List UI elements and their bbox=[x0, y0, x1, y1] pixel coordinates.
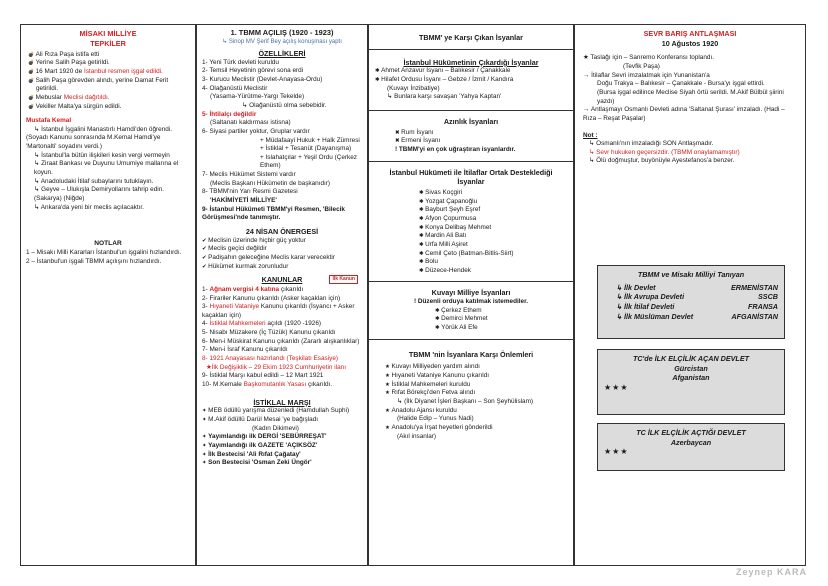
bullet-icon: ★ bbox=[385, 390, 392, 397]
marsi-list bbox=[202, 407, 362, 467]
sevr-item: (Tevfik Paşa) bbox=[623, 63, 660, 71]
tbmm-header-title: 1. TBMM AÇILIŞ (1920 - 1923) bbox=[230, 28, 334, 37]
sevr-item: → İtilaflar Sevri imzalatmak için Yunanistan'a bbox=[583, 71, 710, 79]
azinlik-text: ! TBMM'yi en çok uğraştıran isyanlardır. bbox=[395, 146, 516, 153]
ozellik-item: (Saltanatı kaldırması istisna) bbox=[210, 119, 291, 127]
column-tbmm-acilis bbox=[196, 24, 368, 566]
onlem-text: Anadolu Ajansı kuruldu bbox=[391, 406, 457, 414]
kanun-pre: 9- İstiklal Marşı kabul edildi – 12 Mart 1921 bbox=[202, 372, 324, 380]
reaction-text: Yerine Salih Paşa getirildi. bbox=[35, 59, 110, 67]
destek-item bbox=[419, 258, 567, 267]
kuvayi-item bbox=[435, 324, 567, 333]
destek-text: Mardin Ali Batı bbox=[425, 232, 467, 240]
kanun-highlight: Başkomutanlık Yasası bbox=[243, 380, 307, 388]
ozellik-item: 2- Temsil Heyetinin görevi sona erdi bbox=[202, 67, 304, 75]
sevr-item: Doğu Trakya – Balıkesir – Çanakkale - Bursa'yı işgal ettirdi. bbox=[597, 80, 765, 88]
mk-line: ↳ İstanbul İşgalini Manastırlı Hamdi'den öğrendi. bbox=[34, 125, 173, 133]
check-icon: ✔ bbox=[202, 254, 209, 261]
reaction-item bbox=[26, 77, 190, 94]
onlem-text: İstiklal Mahkemeleri kuruldu bbox=[391, 380, 471, 388]
bomb-icon: 💣 bbox=[28, 103, 36, 110]
kanun-item bbox=[202, 346, 362, 355]
reaction-item bbox=[26, 59, 190, 68]
kanun-item bbox=[202, 381, 362, 390]
ist-item bbox=[375, 93, 567, 102]
ist-title: İstanbul Hükümetinin Çıkardığı İsyanlar bbox=[403, 57, 539, 67]
destek-item bbox=[419, 241, 567, 250]
nisan-text: Hükümet kurmak zorunludur bbox=[208, 262, 289, 270]
star-icon: ✦ bbox=[202, 451, 209, 458]
destek-section bbox=[369, 162, 573, 283]
mk-line: ↳ İstanbul'la bütün ilişkileri kesin vergi vermeyin bbox=[34, 151, 170, 159]
star-icon: ✦ bbox=[202, 408, 209, 415]
destek-text: Urfa Milli Aşiret bbox=[425, 240, 468, 248]
ozellik-item: 4- Olağanüstü Meclistir bbox=[202, 84, 268, 92]
kanun-pre: 10- M.Kemale bbox=[202, 380, 244, 388]
bullet-icon: ✱ bbox=[419, 267, 426, 274]
tanimayan-value: ERMENİSTAN bbox=[731, 282, 778, 292]
nisan-item bbox=[202, 237, 362, 246]
ozellik-item: (Meclis Başkanı Hükümetin de başkanıdır) bbox=[210, 179, 331, 187]
kuvayi-list bbox=[375, 307, 567, 333]
bullet-icon: ✱ bbox=[419, 250, 426, 257]
check-icon: ✔ bbox=[202, 263, 209, 270]
marsi-text: Yayımlandığı ilk DERGİ 'SEBÜRREŞAT' bbox=[208, 433, 327, 441]
kanun-post: çıkarıldı. bbox=[306, 380, 333, 388]
isyanlar-title: TBMM' ye Karşı Çıkan İsyanlar bbox=[369, 25, 573, 50]
ozellik-item: + Islahatçılar + Yeşil Ordu (Çerkez Ethem) bbox=[260, 153, 357, 170]
destek-text: Yozgat Çapanoğlu bbox=[425, 197, 478, 205]
bomb-icon: 💣 bbox=[28, 68, 36, 75]
star-icon: ✦ bbox=[202, 442, 209, 449]
bullet-icon: ✱ bbox=[419, 198, 426, 205]
bullet-icon: ★ bbox=[385, 373, 392, 380]
bullet-icon: ✱ bbox=[435, 307, 442, 314]
reaction-highlight: İstanbul resmen işgal edildi. bbox=[83, 67, 163, 75]
sevr-not-item: ↳ Sevr hukuken geçersizdir. (TBMM onaylamamıştır) bbox=[589, 148, 740, 156]
kanun-pre: 2- Firariler Kanunu çıkarıldı (Asker kaçakları için) bbox=[202, 294, 341, 302]
destek-item bbox=[419, 198, 567, 207]
ist-text: ↳ Bunlara karşı savaşan 'Yahya Kaptan' bbox=[387, 93, 502, 101]
bullet-icon: ✱ bbox=[419, 207, 426, 214]
marsi-item bbox=[202, 433, 362, 442]
destek-title: İstanbul Hükümeti ile İtilaflar Ortak Desteklediği İsyanlar bbox=[389, 167, 553, 187]
destek-text: Cemil Çeto (Batman-Bitlis-Siirt) bbox=[425, 249, 514, 257]
mustafa-kemal-title: Mustafa Kemal bbox=[26, 117, 72, 125]
marsi-item bbox=[202, 407, 362, 416]
ozellik-item: 'HAKİMİYETİ MİLLİYE' bbox=[210, 197, 277, 205]
onlem-item bbox=[385, 398, 567, 407]
kuvayi-text: Yörük Ali Efe bbox=[441, 324, 478, 332]
star-icon: ✦ bbox=[202, 416, 209, 423]
tanimayan-row bbox=[604, 292, 778, 302]
nisan-text: Meclis geçici değildir bbox=[208, 245, 267, 253]
ozellik-item: (Yasama-Yürütme-Yargı Tekelde) bbox=[210, 93, 305, 101]
onlem-item bbox=[385, 424, 567, 433]
kanun-highlight: ★İlk Değişiklik – 29 Ekim 1923 Cumhuriyetin ilanı bbox=[206, 363, 346, 371]
kanun-item bbox=[202, 286, 362, 295]
kanun-item bbox=[202, 372, 362, 381]
tc1-stars: ★★★ bbox=[604, 383, 629, 393]
kanun-pre: 1- bbox=[202, 285, 210, 293]
nisan-item bbox=[202, 254, 362, 263]
kanun-item bbox=[202, 303, 362, 320]
mk-line: ↳ Geyve – Ulukışla Demiryollarını tahrip edin. (Sakarya) (Niğde) bbox=[34, 186, 165, 202]
onlem-text: ↳ (İlk Diyanet İşleri Başkanı – Son Şeyhülislam) bbox=[397, 398, 534, 406]
kuvayi-title: Kuvayı Milliye İsyanları bbox=[431, 288, 511, 298]
kanun-pre: 3- bbox=[202, 303, 210, 311]
tc1-title: TC'de İLK ELÇİLİK AÇAN DEVLET bbox=[632, 354, 750, 363]
kanun-post: çıkarıldı bbox=[279, 285, 304, 293]
azinlik-item bbox=[395, 137, 567, 146]
ilk-kanun-tag: İlk Kanun bbox=[329, 275, 358, 284]
sevr-not-list bbox=[583, 140, 797, 166]
mk-line: (Soyadı Kanunu sonrasında M.Kemal Hamdi'ye 'Martonalti' soyadını verdi.) bbox=[26, 134, 161, 151]
onlem-text: Anadolu'ya İrşat heyetleri gönderildi bbox=[391, 423, 493, 431]
kuvayi-text: Çerkez Ethem bbox=[441, 306, 482, 314]
bullet-icon: ✱ bbox=[419, 190, 426, 197]
kanun-item bbox=[202, 364, 362, 373]
marsi-item bbox=[202, 451, 362, 460]
kanun-highlight: Hıyaneti Vataniye bbox=[209, 303, 260, 311]
destek-item bbox=[419, 206, 567, 215]
ist-section bbox=[369, 50, 573, 111]
kanun-post: Kanunu çıkarıldı (İsyancı + Asker kaçakları için) bbox=[202, 303, 355, 319]
ist-item bbox=[375, 85, 567, 94]
reaction-text: Mebuslar bbox=[35, 93, 64, 101]
bullet-icon: ✱ bbox=[419, 224, 426, 231]
bomb-icon: 💣 bbox=[28, 94, 36, 101]
bullet-icon: ✱ bbox=[419, 233, 426, 240]
tc1-line-2: Afganistan bbox=[672, 373, 710, 383]
marsi-text: İlk Bestecisi 'Ali Rıfat Çağatay' bbox=[208, 450, 301, 458]
ist-text: Ahmet Anzavur İsyanı – Balıkesir / Çanakkale bbox=[381, 67, 511, 75]
destek-item bbox=[419, 189, 567, 198]
reaction-item bbox=[26, 103, 190, 112]
destek-item bbox=[419, 250, 567, 259]
onlem-item bbox=[385, 363, 567, 372]
reactions-list bbox=[26, 51, 190, 111]
kanun-item bbox=[202, 295, 362, 304]
sevr-date: 10 Ağustos 1920 bbox=[661, 38, 719, 48]
tanimayan-box bbox=[597, 265, 785, 339]
reaction-text: Salih Paşa görevden alındı, yerine Damat Ferit getirildi. bbox=[35, 76, 169, 93]
tanimayan-title: TBMM ve Misakı Milliyi Tanıyan bbox=[637, 270, 745, 279]
azinlik-title: Azınlık İsyanları bbox=[443, 117, 499, 126]
column-sevr bbox=[574, 24, 806, 566]
tanimayan-value: AFGANİSTAN bbox=[731, 311, 778, 321]
onlem-item bbox=[385, 372, 567, 381]
bullet-icon: ✱ bbox=[375, 77, 382, 84]
destek-item bbox=[419, 224, 567, 233]
destek-text: Düzece-Hendek bbox=[425, 266, 471, 274]
destek-text: Bolu bbox=[425, 258, 438, 266]
reaction-text: 16 Mart 1920 de bbox=[35, 67, 84, 75]
kanunlar-title: KANUNLAR bbox=[261, 275, 303, 285]
reaction-item bbox=[26, 68, 190, 77]
note-item: 1 – Misakı Milli Kararları İstanbul'un işgalini hızlandırdı. bbox=[26, 249, 182, 257]
tc2-stars: ★★★ bbox=[604, 447, 629, 457]
tanimayan-value: SSCB bbox=[758, 292, 778, 302]
marsi-text: MEB ödüllü yarışma düzenledi (Hamdullah Suphi) bbox=[208, 407, 350, 415]
check-icon: ✔ bbox=[202, 246, 209, 253]
tc1-line-1: Gürcistan bbox=[674, 363, 708, 373]
onlem-section bbox=[369, 340, 573, 451]
ozellik-item: 8- TBMM'nin Yarı Resmi Gazetesi bbox=[202, 188, 298, 196]
note-item: 2 – İstanbul'un işgali TBMM açılışını hızlandırdı. bbox=[26, 257, 162, 265]
sevr-not-item: ↳ Ölü doğmuştur, buyönüyle Ayestefanos'a benzer. bbox=[589, 157, 735, 165]
kanun-highlight: 8- 1921 Anayasası hazırlandı (Teşkilatı Esasiye) bbox=[202, 355, 339, 363]
marsi-text: Son Bestecisi 'Osman Zeki Üngör' bbox=[208, 459, 312, 467]
ozellik-item: ↳ Olağanüstü olma sebebidir. bbox=[242, 102, 327, 109]
tc-elcilik-acan-box bbox=[597, 349, 785, 415]
onlem-text: Hıyaneti Vataniye Kanunu çıkarıldı bbox=[391, 372, 490, 380]
bullet-icon: ✱ bbox=[419, 241, 426, 248]
reaction-highlight: Meclisi dağıtıldı. bbox=[63, 93, 110, 101]
onlem-text: (Akıl insanlar) bbox=[397, 432, 437, 440]
ist-item bbox=[375, 76, 567, 85]
destek-text: Bayburt Şeyh Eşref bbox=[425, 206, 481, 214]
destek-item bbox=[419, 215, 567, 224]
marsi-item bbox=[202, 416, 362, 425]
star-icon: ✦ bbox=[202, 434, 209, 441]
bullet-icon: ✖ bbox=[395, 129, 402, 136]
nisan-text: Padişahın geleceğine Meclis karar verecektir bbox=[208, 253, 335, 261]
kuvayi-section bbox=[369, 282, 573, 339]
sevr-item: → Antlaşmayı Osmanlı Devleti adına 'Saltanat Şurası' imzaladı. (Hadi – Rıza – Reşat Paşalar) bbox=[583, 106, 785, 122]
onlem-list bbox=[375, 363, 567, 441]
tbmm-header-sub: ↳ Sinop MV Şerif Bey açılış konuşması yaptı bbox=[222, 38, 342, 45]
nisan-list bbox=[202, 237, 362, 272]
bullet-icon: ★ bbox=[385, 407, 392, 414]
kanun-pre: 7- Men-i İsraf Kanunu çıkarıldı bbox=[202, 346, 288, 354]
ist-text: (Kuvayı İnzibatiye) bbox=[387, 84, 440, 92]
bullet-icon: ★ bbox=[385, 424, 392, 431]
sevr-not-title: Not : bbox=[583, 131, 598, 139]
onlem-text: (Halide Edip – Yunus Nadi) bbox=[397, 415, 474, 423]
ist-text: Hilafet Ordusu İsyanı – Gebze / İzmit / Kandıra bbox=[381, 76, 514, 84]
marsi-item bbox=[202, 442, 362, 451]
ist-item bbox=[375, 67, 567, 76]
mustafa-kemal-list bbox=[26, 126, 190, 212]
destek-list bbox=[375, 189, 567, 275]
sevr-item: ★ Taslağı için – Sanremo Konferansı toplandı. bbox=[583, 54, 715, 62]
ist-list bbox=[375, 67, 567, 102]
kanun-highlight: Ağnam vergisi 4 katına bbox=[209, 285, 280, 293]
tanimayan-label: ↳ İlk Devlet bbox=[616, 282, 656, 292]
kuvayi-note: ! Düzenli orduya katılmak istemediler. bbox=[413, 298, 528, 306]
nisan-text: Meclisin üzerinde hiçbir güç yoktur bbox=[208, 236, 306, 244]
bullet-icon: ★ bbox=[385, 364, 392, 371]
kuvayi-text: Demirci Mehmet bbox=[441, 315, 488, 323]
ozellik-item: + Müdafaayi Hukuk + Halk Zümresi bbox=[260, 136, 360, 144]
sevr-title: SEVR BARIŞ ANTLAŞMASI bbox=[643, 29, 737, 38]
onlem-text: Kuvayı Milliyeden yardım alındı bbox=[391, 363, 480, 371]
nisan-title: 24 NİSAN ÖNERGESİ bbox=[245, 226, 319, 236]
sevr-item: (Bursa işgal edilince Meclise Siyah örtü serildi. M.Akif Bülbül şiirini yazdı) bbox=[597, 89, 784, 105]
marsi-item bbox=[202, 425, 362, 434]
ozellik-item: 1- Yeni Türk devleti kuruldu bbox=[202, 58, 279, 66]
tbmm-header bbox=[197, 25, 367, 46]
kanunlar-list bbox=[202, 286, 362, 390]
reaction-item bbox=[26, 94, 190, 103]
reaction-item bbox=[26, 51, 190, 60]
star-icon: ✦ bbox=[202, 460, 209, 467]
bullet-icon: ✱ bbox=[435, 325, 442, 332]
tanimayan-label: ↳ İlk İtilaf Devleti bbox=[616, 302, 675, 312]
destek-text: Sivas Koçgiri bbox=[425, 189, 463, 197]
tc-elcilik-actigi-box bbox=[597, 423, 785, 471]
title-misaki-milli: MİSAKI MİLLİYE bbox=[79, 29, 137, 38]
kanun-pre: 4- bbox=[202, 320, 210, 328]
marsi-text: M.Akif ödüllü Darül Mesai 'ye bağışladı bbox=[208, 415, 319, 423]
azinlik-section bbox=[369, 111, 573, 162]
marsi-title: İSTİKLAL MARŞI bbox=[253, 397, 311, 407]
azinlik-item bbox=[395, 146, 567, 155]
tanimayan-label: ↳ İlk Avrupa Devleti bbox=[616, 292, 685, 302]
column-misaki-milli bbox=[20, 24, 196, 566]
ozellik-item: 5- İhtilalçı değildir bbox=[202, 110, 257, 118]
mk-line: ↳ Ziraat Bankası ve Duyunu Umumiye mallarına el koyun. bbox=[34, 160, 179, 177]
tc2-line-1: Azerbaycan bbox=[670, 437, 712, 447]
bomb-icon: 💣 bbox=[28, 60, 36, 67]
ozellik-item: 3- Kurucu Meclistir (Devlet-Anayasa-Ordu) bbox=[202, 76, 323, 84]
tanimayan-row bbox=[604, 312, 778, 322]
destek-item bbox=[419, 232, 567, 241]
azinlik-text: Ermeni İsyanı bbox=[401, 137, 441, 145]
onlem-item bbox=[385, 433, 567, 442]
tanimayan-row bbox=[604, 302, 778, 312]
bullet-icon: ★ bbox=[385, 381, 392, 388]
onlem-item bbox=[385, 381, 567, 390]
bullet-icon: ✖ bbox=[395, 138, 402, 145]
kuvayi-item bbox=[435, 307, 567, 316]
azinlik-text: Rum İsyanı bbox=[401, 128, 434, 136]
onlem-item bbox=[385, 415, 567, 424]
notes-list bbox=[26, 249, 190, 266]
ozellikler-list bbox=[202, 59, 362, 223]
onlem-text: Rıfat Börekçi'den Fetva alındı bbox=[391, 389, 476, 397]
marsi-text: (Kadın Dikimevi) bbox=[252, 424, 299, 432]
ozellik-item: 9- İstanbul Hükümeti TBMM'yi Resmen, 'Bilecik Görüşmesi'nde tanımıştır. bbox=[202, 205, 345, 222]
kanun-pre: 5- Nisabı Müzakere (İç Tüzük) Kanunu çıkarıldı bbox=[202, 329, 336, 337]
tanimayan-label: ↳ İlk Müslüman Devlet bbox=[616, 311, 694, 321]
bomb-icon: 💣 bbox=[28, 77, 36, 84]
sevr-list bbox=[583, 54, 797, 123]
tanimayan-row bbox=[604, 283, 778, 293]
marsi-item bbox=[202, 459, 362, 468]
nisan-item bbox=[202, 263, 362, 272]
title-tepkiler: TEPKİLER bbox=[90, 38, 126, 48]
tanimayan-value: FRANSA bbox=[748, 302, 778, 312]
column-isyanlar bbox=[368, 24, 574, 566]
reaction-text: Ali Rıza Paşa istifa etti bbox=[35, 50, 100, 58]
kanun-highlight: İstiklal Mahkemeleri bbox=[209, 320, 266, 328]
bullet-icon: ✱ bbox=[419, 216, 426, 222]
kanun-post: açıldı (1920 -1926) bbox=[265, 320, 322, 328]
destek-item bbox=[419, 267, 567, 276]
onlem-item bbox=[385, 389, 567, 398]
bullet-icon: ✱ bbox=[419, 259, 426, 266]
kanun-item bbox=[202, 329, 362, 338]
bullet-icon: ✱ bbox=[435, 316, 442, 323]
check-icon: ✔ bbox=[202, 237, 209, 244]
kanun-item bbox=[202, 355, 362, 364]
onlem-title: TBMM 'nin İsyanlara Karşı Önlemleri bbox=[408, 349, 534, 359]
bullet-icon: ✱ bbox=[375, 68, 382, 75]
kanun-item bbox=[202, 320, 362, 329]
notes-title: NOTLAR bbox=[94, 240, 122, 248]
destek-text: Afyon Çopurmusa bbox=[425, 215, 477, 222]
tc2-title: TC İLK ELÇİLİK AÇTIĞI DEVLET bbox=[636, 428, 746, 437]
ozellik-item: + İstiklal + Tesanüt (Dayanışma) bbox=[260, 145, 352, 153]
destek-text: Konya Delibaş Mehmet bbox=[425, 223, 492, 231]
ozellik-item: 6- Siyasi partiler yoktur, Gruplar vardır bbox=[202, 127, 310, 135]
bomb-icon: 💣 bbox=[28, 51, 36, 58]
marsi-text: Yayımlandığı ilk GAZETE 'AÇIKSÖZ' bbox=[208, 441, 318, 449]
ozellikler-title: ÖZELLİKLERİ bbox=[258, 49, 306, 59]
ozellik-item: 7- Meclis Hükümet Sistemi vardır bbox=[202, 171, 296, 179]
kuvayi-item bbox=[435, 315, 567, 324]
kanun-pre: 6- Men-i Müskirat Kanunu çıkarıldı (Zararlı alışkanlıklar) bbox=[202, 337, 360, 345]
nisan-item bbox=[202, 245, 362, 254]
mk-line: ↳ Ankara'da yeni bir meclis açılacaktır. bbox=[34, 203, 144, 211]
onlem-item bbox=[385, 407, 567, 416]
reaction-text: Vekiller Malta'ya sürgün edildi. bbox=[35, 102, 122, 110]
azinlik-list bbox=[375, 129, 567, 155]
mk-line: ↳ Anadoludaki İtilaf subaylarını tutuklayın. bbox=[34, 177, 154, 185]
tanimayan-rows bbox=[604, 283, 778, 322]
sevr-not-item: ↳ Osmanlı'nın imzaladığı SON Antlaşmadır. bbox=[589, 140, 714, 148]
watermark: Zeynep KARA bbox=[736, 567, 808, 577]
